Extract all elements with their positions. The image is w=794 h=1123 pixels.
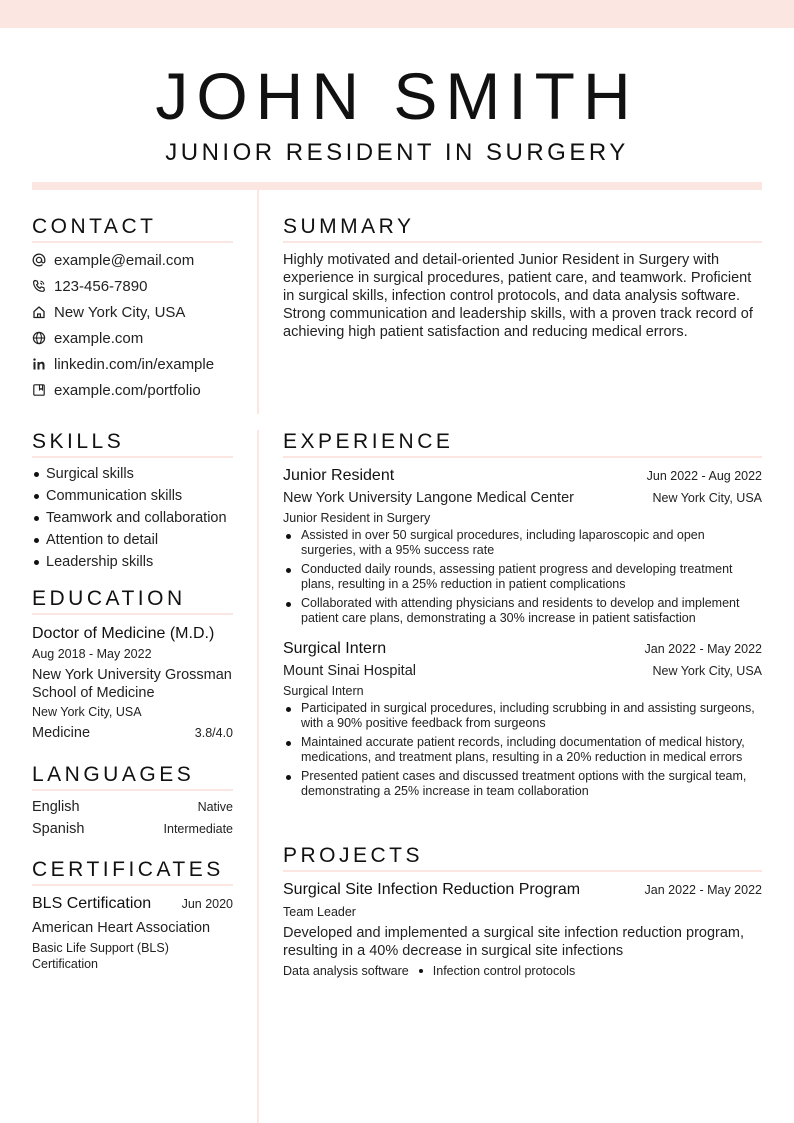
project-tags <box>283 962 762 980</box>
job-subtitle: Junior Resident in Surgery <box>283 511 431 525</box>
contact-website[interactable] <box>32 325 233 351</box>
certificate-row <box>32 893 233 915</box>
skills-title: SKILLS <box>32 429 233 458</box>
job-bullet <box>283 769 762 799</box>
bullet-dot <box>34 538 39 543</box>
project-dates: Jan 2022 - May 2022 <box>644 883 762 897</box>
bullet-dot <box>286 741 291 746</box>
job-header-row <box>283 638 762 660</box>
job-organization: New York University Langone Medical Center <box>283 490 574 506</box>
job-bullet-text: Presented patient cases and discussed treatment options with the surgical team, demonstrating a 25% increase in team collaboration <box>301 769 747 798</box>
bullet-dot <box>286 568 291 573</box>
job-title: Junior Resident <box>283 467 395 484</box>
skill-item <box>32 551 233 573</box>
contact-linkedin[interactable] <box>32 351 233 377</box>
summary-text: Highly motivated and detail-oriented Junior Resident in Surgery with experience in surgical procedures, patient care, and teamwork. Proficient in surgical skills, infection control protocols, and data analysis software. Strong communication and leadership skills, with a proven track record of achieving high patient satisfaction and reducing medical errors. <box>283 252 753 340</box>
job-header-row <box>283 465 762 487</box>
home-icon <box>32 305 46 319</box>
experience-section <box>283 429 762 803</box>
education-section <box>32 586 233 742</box>
education-field-row <box>32 724 233 742</box>
project-description: Developed and implemented a surgical site infection reduction program, resulting in a 40% decrease in surgical site infections <box>283 925 745 959</box>
at-icon <box>32 253 46 267</box>
education-dates: Aug 2018 - May 2022 <box>32 647 152 661</box>
job-bullet-text: Collaborated with attending physicians and residents to develop and implement patient care plans, demonstrating a 30% increase in patient satisfaction <box>301 596 740 625</box>
language-name: Spanish <box>32 821 85 837</box>
skills-section <box>32 429 233 573</box>
job-dates: Jan 2022 - May 2022 <box>644 642 762 656</box>
project-role: Team Leader <box>283 905 356 919</box>
contact-section <box>32 214 233 403</box>
job-bullet <box>283 528 762 558</box>
skill-label: Attention to detail <box>46 532 159 548</box>
certificate-description: Basic Life Support (BLS) Certification <box>32 941 169 971</box>
experience-title: EXPERIENCE <box>283 429 762 458</box>
linkedin-icon <box>32 357 46 371</box>
experience-job <box>283 638 762 799</box>
projects-section <box>283 843 762 980</box>
contact-portfolio-text: example.com/portfolio <box>54 381 201 399</box>
bullet-dot <box>34 494 39 499</box>
languages-title: LANGUAGES <box>32 762 233 791</box>
job-bullet-text: Assisted in over 50 surgical procedures, including laparoscopic and open surgeries, with a 95% success rate <box>301 528 705 557</box>
skill-label: Leadership skills <box>46 554 154 570</box>
job-dates: Jun 2022 - Aug 2022 <box>646 469 762 483</box>
job-bullet-text: Maintained accurate patient records, including documentation of medical history, medications, and treatment plans, resulting in a 20% reduction in medical errors <box>301 735 745 764</box>
certificate-issuer: American Heart Association <box>32 920 211 936</box>
skill-item <box>32 529 233 551</box>
skill-item <box>32 463 233 485</box>
skill-label: Teamwork and collaboration <box>46 510 227 526</box>
skill-item <box>32 507 233 529</box>
phone-icon <box>32 279 46 293</box>
language-level: Intermediate <box>163 822 233 836</box>
bullet-dot <box>286 707 291 712</box>
tag-separator-dot <box>419 969 423 973</box>
certificate-date: Jun 2020 <box>181 897 233 911</box>
column-divider-bottom <box>257 430 259 1123</box>
certificates-title: CERTIFICATES <box>32 857 233 886</box>
education-title: EDUCATION <box>32 586 233 615</box>
job-location: New York City, USA <box>652 664 762 678</box>
language-name: English <box>32 799 80 815</box>
contact-title: CONTACT <box>32 214 233 243</box>
job-org-row <box>283 489 762 507</box>
candidate-name: JOHN SMITH <box>155 59 639 133</box>
project-tag: Infection control protocols <box>432 964 576 978</box>
skill-label: Surgical skills <box>46 466 134 482</box>
language-row <box>32 798 233 820</box>
job-bullets <box>283 701 762 799</box>
contact-location <box>32 299 233 325</box>
education-school: New York University Grossman School of Medicine <box>32 667 232 701</box>
job-org-row <box>283 662 762 680</box>
bullet-dot <box>286 534 291 539</box>
summary-section <box>283 214 762 341</box>
skill-item <box>32 485 233 507</box>
job-bullet <box>283 701 762 731</box>
contact-email-text: example@email.com <box>54 251 195 269</box>
contact-portfolio[interactable] <box>32 377 233 403</box>
portfolio-icon <box>32 383 46 397</box>
language-row <box>32 820 233 842</box>
certificate-name: BLS Certification <box>32 895 152 912</box>
bullet-dot <box>286 602 291 607</box>
bullet-dot <box>34 516 39 521</box>
contact-linkedin-text: linkedin.com/in/example <box>54 355 215 373</box>
bullet-dot <box>34 472 39 477</box>
education-gpa: 3.8/4.0 <box>194 726 233 740</box>
job-location: New York City, USA <box>652 491 762 505</box>
header-divider <box>32 182 762 190</box>
education-field: Medicine <box>32 725 91 741</box>
job-subtitle: Surgical Intern <box>283 684 364 698</box>
education-location: New York City, USA <box>32 705 142 719</box>
experience-job <box>283 465 762 626</box>
job-bullets <box>283 528 762 626</box>
project-header-row <box>283 879 762 901</box>
column-divider-top <box>257 190 259 414</box>
language-level: Native <box>197 800 233 814</box>
job-bullet-text: Participated in surgical procedures, including scrubbing in and assisting surgeons, with a 90% positive feedback from surgeons <box>301 701 755 730</box>
projects-title: PROJECTS <box>283 843 762 872</box>
globe-icon <box>32 331 46 345</box>
job-bullet <box>283 596 762 626</box>
education-degree: Doctor of Medicine (M.D.) <box>32 625 215 642</box>
contact-location-text: New York City, USA <box>54 303 186 321</box>
candidate-role: JUNIOR RESIDENT IN SURGERY <box>165 139 629 166</box>
certificates-section <box>32 857 233 972</box>
contact-email[interactable] <box>32 247 233 273</box>
job-bullet-text: Conducted daily rounds, assessing patient progress and developing treatment plans, resulting in a 25% reduction in patient complications <box>301 562 733 591</box>
job-bullet <box>283 735 762 765</box>
top-accent-band <box>0 0 794 28</box>
bullet-dot <box>286 775 291 780</box>
project-tag: Data analysis software <box>283 964 409 978</box>
bullet-dot <box>34 560 39 565</box>
job-bullet <box>283 562 762 592</box>
contact-phone[interactable] <box>32 273 233 299</box>
project-name: Surgical Site Infection Reduction Program <box>283 881 581 898</box>
contact-phone-text: 123-456-7890 <box>54 277 148 295</box>
job-organization: Mount Sinai Hospital <box>283 663 416 679</box>
skill-label: Communication skills <box>46 488 183 504</box>
languages-section <box>32 762 233 842</box>
contact-website-text: example.com <box>54 329 144 347</box>
job-title: Surgical Intern <box>283 640 387 657</box>
summary-title: SUMMARY <box>283 214 762 243</box>
